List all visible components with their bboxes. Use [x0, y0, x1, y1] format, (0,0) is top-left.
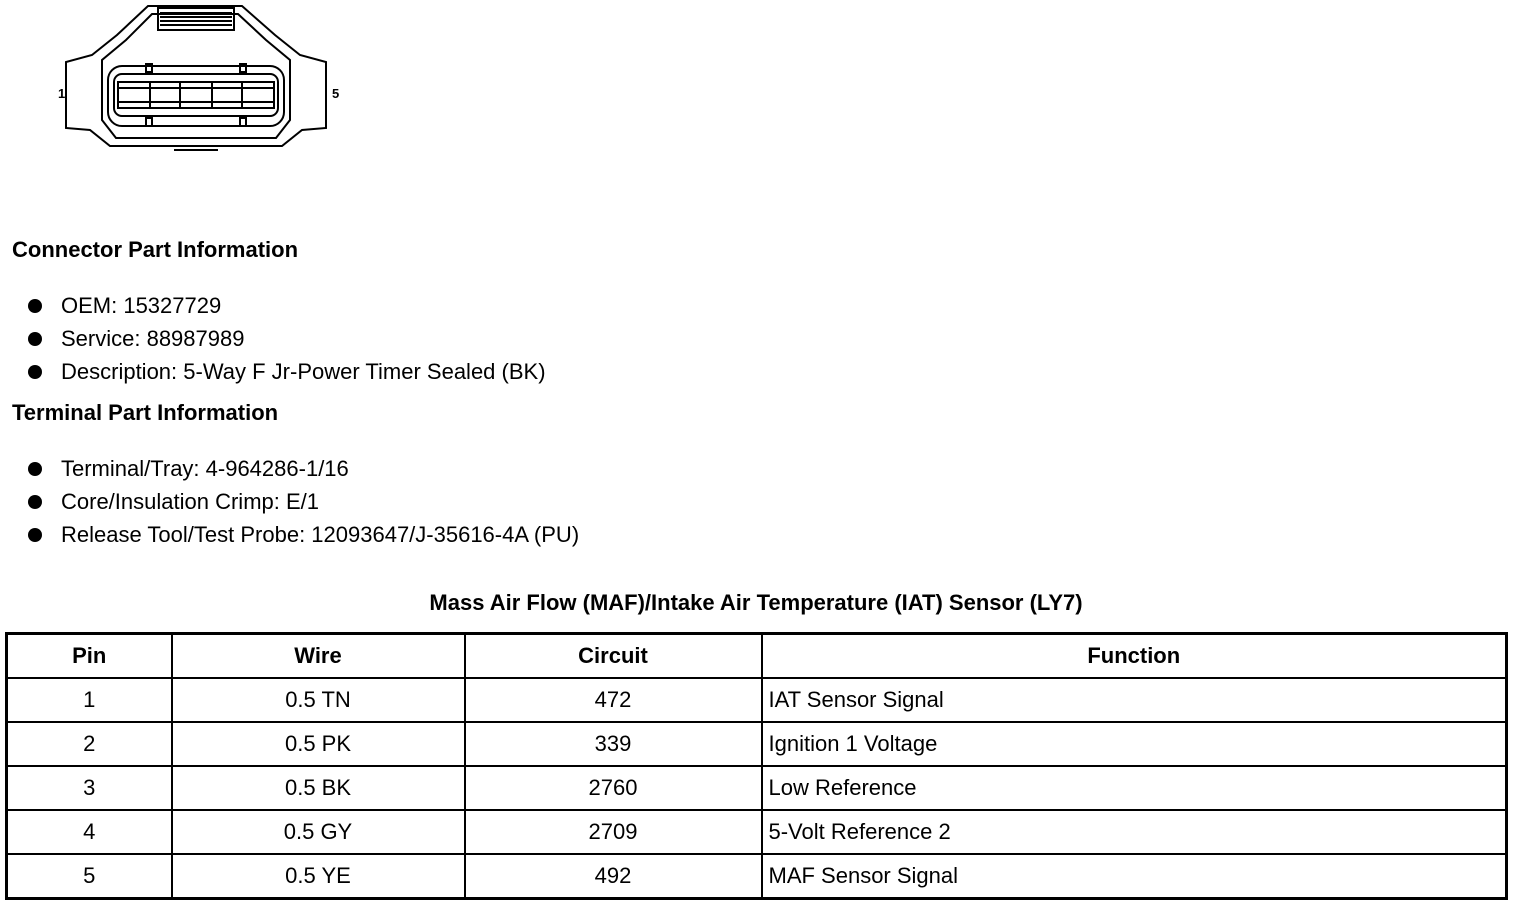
- list-item-text: OEM: 15327729: [61, 292, 222, 318]
- list-item-text: Description: 5-Way F Jr-Power Timer Sealed (BK): [61, 358, 546, 384]
- connector-outline-drawing: [50, 0, 350, 160]
- terminal-part-info-heading: Terminal Part Information: [12, 400, 279, 425]
- bullet-icon: [28, 462, 42, 476]
- cell-wire: 0.5 PK: [172, 722, 465, 766]
- list-item: [28, 355, 546, 388]
- cell-function: 5-Volt Reference 2: [762, 810, 1507, 854]
- bullet-icon: [28, 365, 42, 379]
- cell-pin: 2: [7, 722, 172, 766]
- list-item: [28, 485, 579, 518]
- table-row: [7, 722, 1507, 766]
- list-item: [28, 322, 546, 355]
- connector-part-info-list: [28, 289, 546, 388]
- cell-wire: 0.5 BK: [172, 766, 465, 810]
- cell-pin: 4: [7, 810, 172, 854]
- list-item: [28, 518, 579, 551]
- cell-function: Low Reference: [762, 766, 1507, 810]
- cell-circuit: 2709: [465, 810, 762, 854]
- pin-1-label: 1: [58, 86, 66, 101]
- list-item: [28, 452, 579, 485]
- list-item: [28, 289, 546, 322]
- cell-wire: 0.5 TN: [172, 678, 465, 722]
- bullet-icon: [28, 332, 42, 346]
- table-row: [7, 766, 1507, 810]
- column-header-function: Function: [762, 634, 1507, 679]
- cell-pin: 3: [7, 766, 172, 810]
- bullet-icon: [28, 528, 42, 542]
- cell-circuit: 339: [465, 722, 762, 766]
- pin-5-label: 5: [332, 86, 340, 101]
- cell-circuit: 492: [465, 854, 762, 899]
- cell-function: Ignition 1 Voltage: [762, 722, 1507, 766]
- pinout-table-title: Mass Air Flow (MAF)/Intake Air Temperature (IAT) Sensor (LY7): [429, 590, 1083, 615]
- column-header-wire: Wire: [172, 634, 465, 679]
- bullet-icon: [28, 495, 42, 509]
- column-header-circuit: Circuit: [465, 634, 762, 679]
- cell-circuit: 472: [465, 678, 762, 722]
- list-item-text: Terminal/Tray: 4-964286-1/16: [61, 455, 349, 481]
- list-item-text: Core/Insulation Crimp: E/1: [61, 488, 319, 514]
- bullet-icon: [28, 299, 42, 313]
- cell-wire: 0.5 YE: [172, 854, 465, 899]
- cell-pin: 5: [7, 854, 172, 899]
- list-item-text: Service: 88987989: [61, 325, 245, 351]
- table-row: [7, 810, 1507, 854]
- pinout-table: [5, 632, 1508, 900]
- cell-function: MAF Sensor Signal: [762, 854, 1507, 899]
- connector-diagram: [50, 0, 350, 160]
- column-header-pin: Pin: [7, 634, 172, 679]
- list-item-text: Release Tool/Test Probe: 12093647/J-35616-4A (PU): [61, 521, 580, 547]
- table-row: [7, 678, 1507, 722]
- terminal-part-info-list: [28, 452, 579, 551]
- table-header-row: [7, 634, 1507, 679]
- cell-pin: 1: [7, 678, 172, 722]
- connector-part-info-heading: Connector Part Information: [12, 237, 299, 262]
- cell-wire: 0.5 GY: [172, 810, 465, 854]
- cell-circuit: 2760: [465, 766, 762, 810]
- table-row: [7, 854, 1507, 899]
- cell-function: IAT Sensor Signal: [762, 678, 1507, 722]
